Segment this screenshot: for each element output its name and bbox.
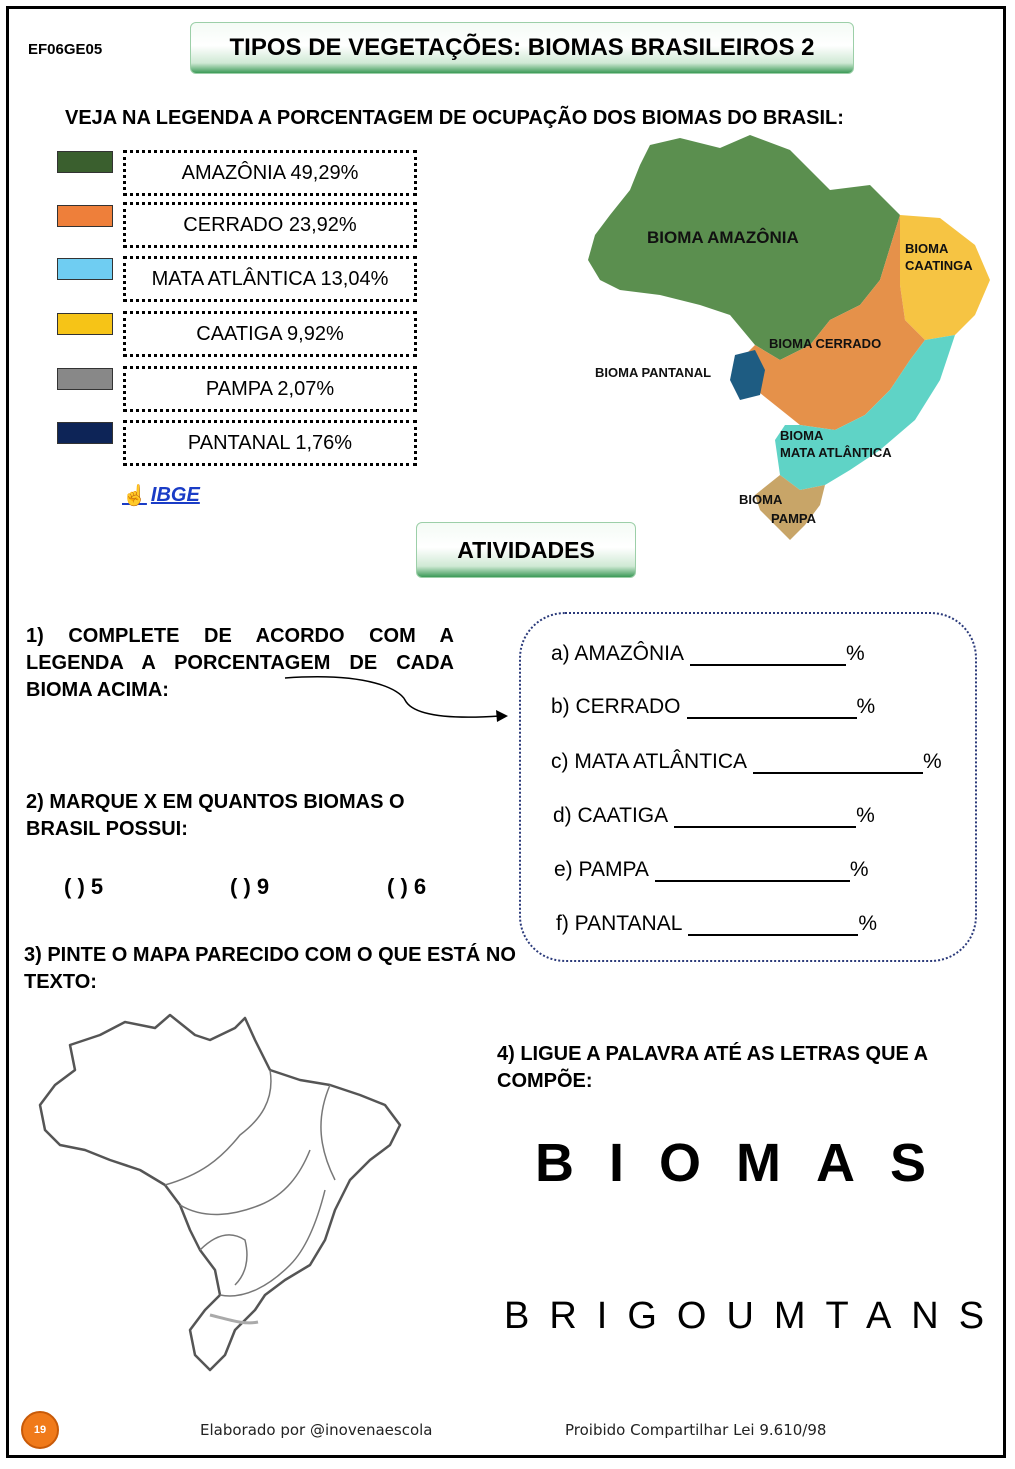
target-word: BIOMAS bbox=[535, 1133, 961, 1193]
legend-swatch-pampa bbox=[57, 368, 113, 390]
map-label-amazonia: BIOMA AMAZÔNIA bbox=[647, 228, 799, 247]
map-label-pantanal: BIOMA PANTANAL bbox=[595, 365, 712, 380]
question-4: 4) LIGUE A PALAVRA ATÉ AS LETRAS QUE A COMPÕE: bbox=[497, 1043, 928, 1092]
legend-instruction: VEJA NA LEGENDA A PORCENTAGEM DE OCUPAÇÃO DOS BIOMAS DO BRASIL: bbox=[65, 107, 844, 129]
answer-blank-mata-atlantica[interactable] bbox=[753, 752, 923, 774]
answer-row-mata-atlantica: c) MATA ATLÂNTICA % bbox=[551, 750, 942, 773]
legend-swatch-mata-atlantica bbox=[57, 258, 113, 280]
page-title: TIPOS DE VEGETAÇÕES: BIOMAS BRASILEIROS 2 bbox=[190, 22, 854, 74]
legend-swatch-caatinga bbox=[57, 313, 113, 335]
map-label-mata-line1: BIOMA bbox=[780, 428, 824, 443]
pointing-hand-icon: ☝ bbox=[122, 485, 147, 507]
legend-item-cerrado: CERRADO 23,92% bbox=[123, 202, 417, 248]
answer-blank-amazonia[interactable] bbox=[690, 644, 846, 666]
option-9[interactable]: ( ) 9 bbox=[230, 874, 270, 899]
answer-row-caatinga: d) CAATIGA % bbox=[553, 804, 875, 827]
question-3: 3) PINTE O MAPA PARECIDO COM O QUE ESTÁ NO TEXTO: bbox=[24, 944, 516, 993]
legend-swatch-cerrado bbox=[57, 205, 113, 227]
option-5[interactable]: ( ) 5 bbox=[64, 874, 104, 899]
ibge-source-link[interactable] bbox=[122, 483, 200, 508]
answer-row-pantanal: f) PANTANAL % bbox=[556, 912, 878, 935]
biomes-map bbox=[580, 130, 1000, 550]
map-label-cerrado: BIOMA CERRADO bbox=[769, 336, 882, 351]
option-6[interactable]: ( ) 6 bbox=[387, 874, 427, 899]
legend-item-pampa: PAMPA 2,07% bbox=[123, 366, 417, 412]
bncc-code: EF06GE05 bbox=[28, 41, 103, 58]
blank-brazil-map[interactable] bbox=[30, 1010, 420, 1380]
legend-item-caatinga: CAATIGA 9,92% bbox=[123, 311, 417, 357]
question-2: 2) MARQUE X EM QUANTOS BIOMAS O BRASIL POSSUI: bbox=[26, 791, 405, 840]
letter-options: BRIGOUMTANS bbox=[504, 1295, 1005, 1337]
legend-item-amazonia: AMAZÔNIA 49,29% bbox=[123, 150, 417, 196]
answer-blank-cerrado[interactable] bbox=[687, 697, 857, 719]
ibge-link-text: IBGE bbox=[150, 484, 200, 506]
question-1: 1) COMPLETE DE ACORDO COM A LEGENDA A PORCENTAGEM DE CADA BIOMA ACIMA: bbox=[26, 625, 454, 701]
map-region-caatinga bbox=[900, 215, 990, 340]
answer-row-cerrado: b) CERRADO % bbox=[551, 695, 876, 718]
footer-notice: Proibido Compartilhar Lei 9.610/98 bbox=[565, 1421, 827, 1439]
brand-logo: 19 bbox=[21, 1411, 59, 1449]
map-label-caatinga-line1: BIOMA bbox=[905, 241, 949, 256]
map-label-mata-line2: MATA ATLÂNTICA bbox=[780, 445, 892, 460]
map-label-pampa-line2: PAMPA bbox=[771, 511, 817, 526]
answer-blank-caatinga[interactable] bbox=[674, 806, 856, 828]
activities-title: ATIVIDADES bbox=[416, 522, 636, 578]
legend-swatch-amazonia bbox=[57, 151, 113, 173]
answer-row-amazonia: a) AMAZÔNIA % bbox=[551, 642, 865, 665]
legend-swatch-pantanal bbox=[57, 422, 113, 444]
map-label-caatinga-line2: CAATINGA bbox=[905, 258, 973, 273]
answer-row-pampa: e) PAMPA % bbox=[554, 858, 869, 881]
map-label-pampa-line1: BIOMA bbox=[739, 492, 783, 507]
footer-author: Elaborado por @inovenaescola bbox=[200, 1421, 433, 1439]
legend-item-pantanal: PANTANAL 1,76% bbox=[123, 420, 417, 466]
answer-blank-pantanal[interactable] bbox=[688, 914, 858, 936]
arrow-icon bbox=[280, 670, 515, 730]
legend-item-mata-atlantica: MATA ATLÂNTICA 13,04% bbox=[123, 256, 417, 302]
answer-blank-pampa[interactable] bbox=[655, 860, 850, 882]
